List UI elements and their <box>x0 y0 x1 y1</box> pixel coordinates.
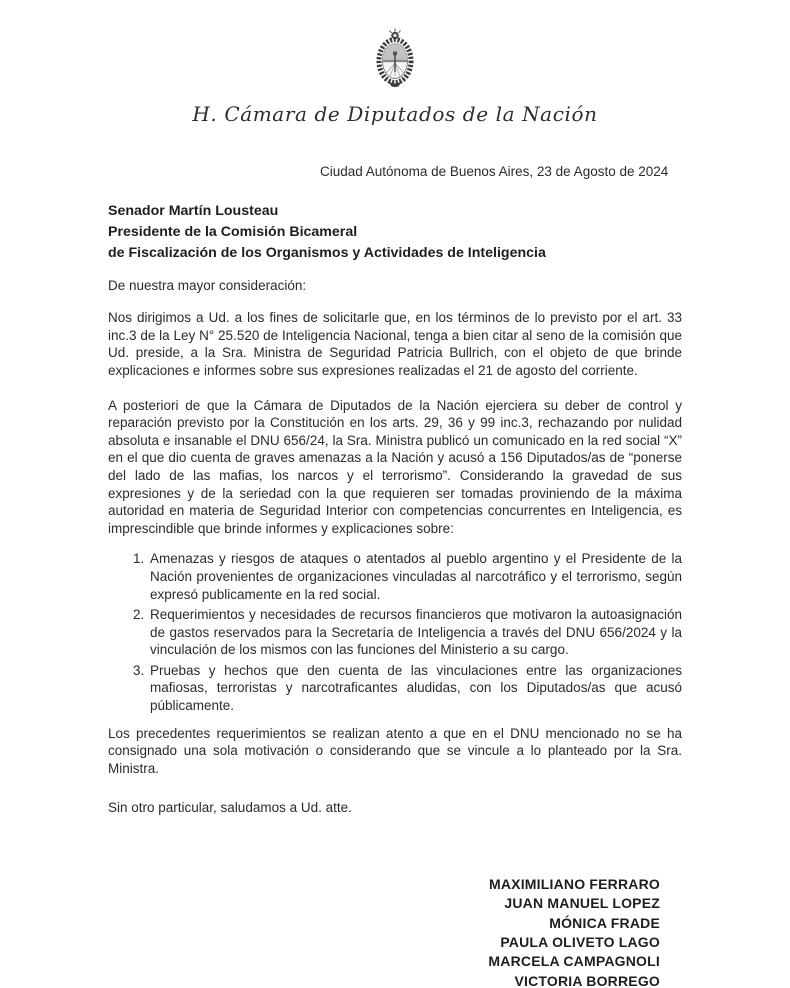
addressee-block <box>108 201 682 264</box>
paragraph-context: A posteriori de que la Cámara de Diputados de la Nación ejerciera su deber de control y reparación previsto por la Constitución en los arts. 29, 36 y 99 inc.3, rechazando por nulidad absoluta e insanable el DNU 656/24, la Sra. Ministra publicó un comunicado en la red social “X” en el que dio cuenta de graves amenazas a la Nación y acusó a 156 Diputados/as de “ponerse del lado de las mafias, los narcos y el terrorismo”. Considerando la gravedad de sus expresiones y de la seriedad con la que requieren ser tomadas proviniendo de la máxima autoridad en materia de Seguridad Interior con competencias concurrentes en Inteligencia, es imprescindible que brinde informes y explicaciones sobre: <box>108 397 682 536</box>
signature-name: VICTORIA BORREGO <box>514 972 660 988</box>
request-list <box>108 550 682 714</box>
list-item-funds: 2. Requerimientos y necesidades de recursos financieros que motivaron la autoasignación de gastos reservados para la Secretaría de Inteligencia a través del DNU 656/2024 y la vinculación de los mismos con las funciones del Ministerio a su cargo. <box>148 606 682 659</box>
argentina-coat-of-arms-icon <box>372 28 418 93</box>
farewell-line: Sin otro particular, saludamos a Ud. atte. <box>108 800 352 816</box>
dateline: Ciudad Autónoma de Buenos Aires, 23 de Agosto de 2024 <box>320 164 669 179</box>
signature-block <box>108 875 682 988</box>
signature-name: PAULA OLIVETO LAGO <box>500 933 660 950</box>
signature-name: MÓNICA FRADE <box>549 914 660 931</box>
addressee-role-line-2: de Fiscalización de los Organismos y Actividades de Inteligencia <box>108 244 546 261</box>
crest-container <box>108 28 682 93</box>
signature-name: MAXIMILIANO FERRARO <box>488 876 660 893</box>
paragraph-request: Nos dirigimos a Ud. a los fines de solicitarle que, en los términos de lo previsto por el art. 33 inc.3 de la Ley N° 25.520 de Inteligencia Nacional, tenga a bien citar al seno de la comisión que Ud. preside, a la Sra. Ministra de Seguridad Patricia Bullrich, con el objeto de que brinde explicaciones e informes sobre sus expresiones realizadas el 21 de agosto del corriente. <box>108 310 682 378</box>
addressee-role-line-1: Presidente de la Comisión Bicameral <box>108 223 358 240</box>
addressee-name: Senador Martín Lousteau <box>108 202 279 219</box>
signature-name: JUAN MANUEL LOPEZ <box>504 895 660 912</box>
list-item-threats: 1. Amenazas y riesgos de ataques o atentados al pueblo argentino y el Presidente de la Nación provenientes de organizaciones vinculadas al narcotráfico y el terrorismo, según expresó publicamente en la red social. <box>148 550 682 603</box>
salutation: De nuestra mayor consideración: <box>108 277 307 293</box>
list-item-evidence: 3. Pruebas y hechos que den cuenta de las vinculaciones entre las organizaciones mafiosas, terroristas y narcotraficantes aludidas, con los Diputados/as que acusó públicamente. <box>148 662 682 715</box>
organization-title: H. Cámara de Diputados de la Nación <box>192 102 598 126</box>
closing-paragraph: Los precedentes requerimientos se realizan atento a que en el DNU mencionado no se ha consignado una sola motivación o considerando que se vincule a lo planteado por la Sra. Ministra. <box>108 725 682 776</box>
signature-name: MARCELA CAMPAGNOLI <box>488 953 660 970</box>
